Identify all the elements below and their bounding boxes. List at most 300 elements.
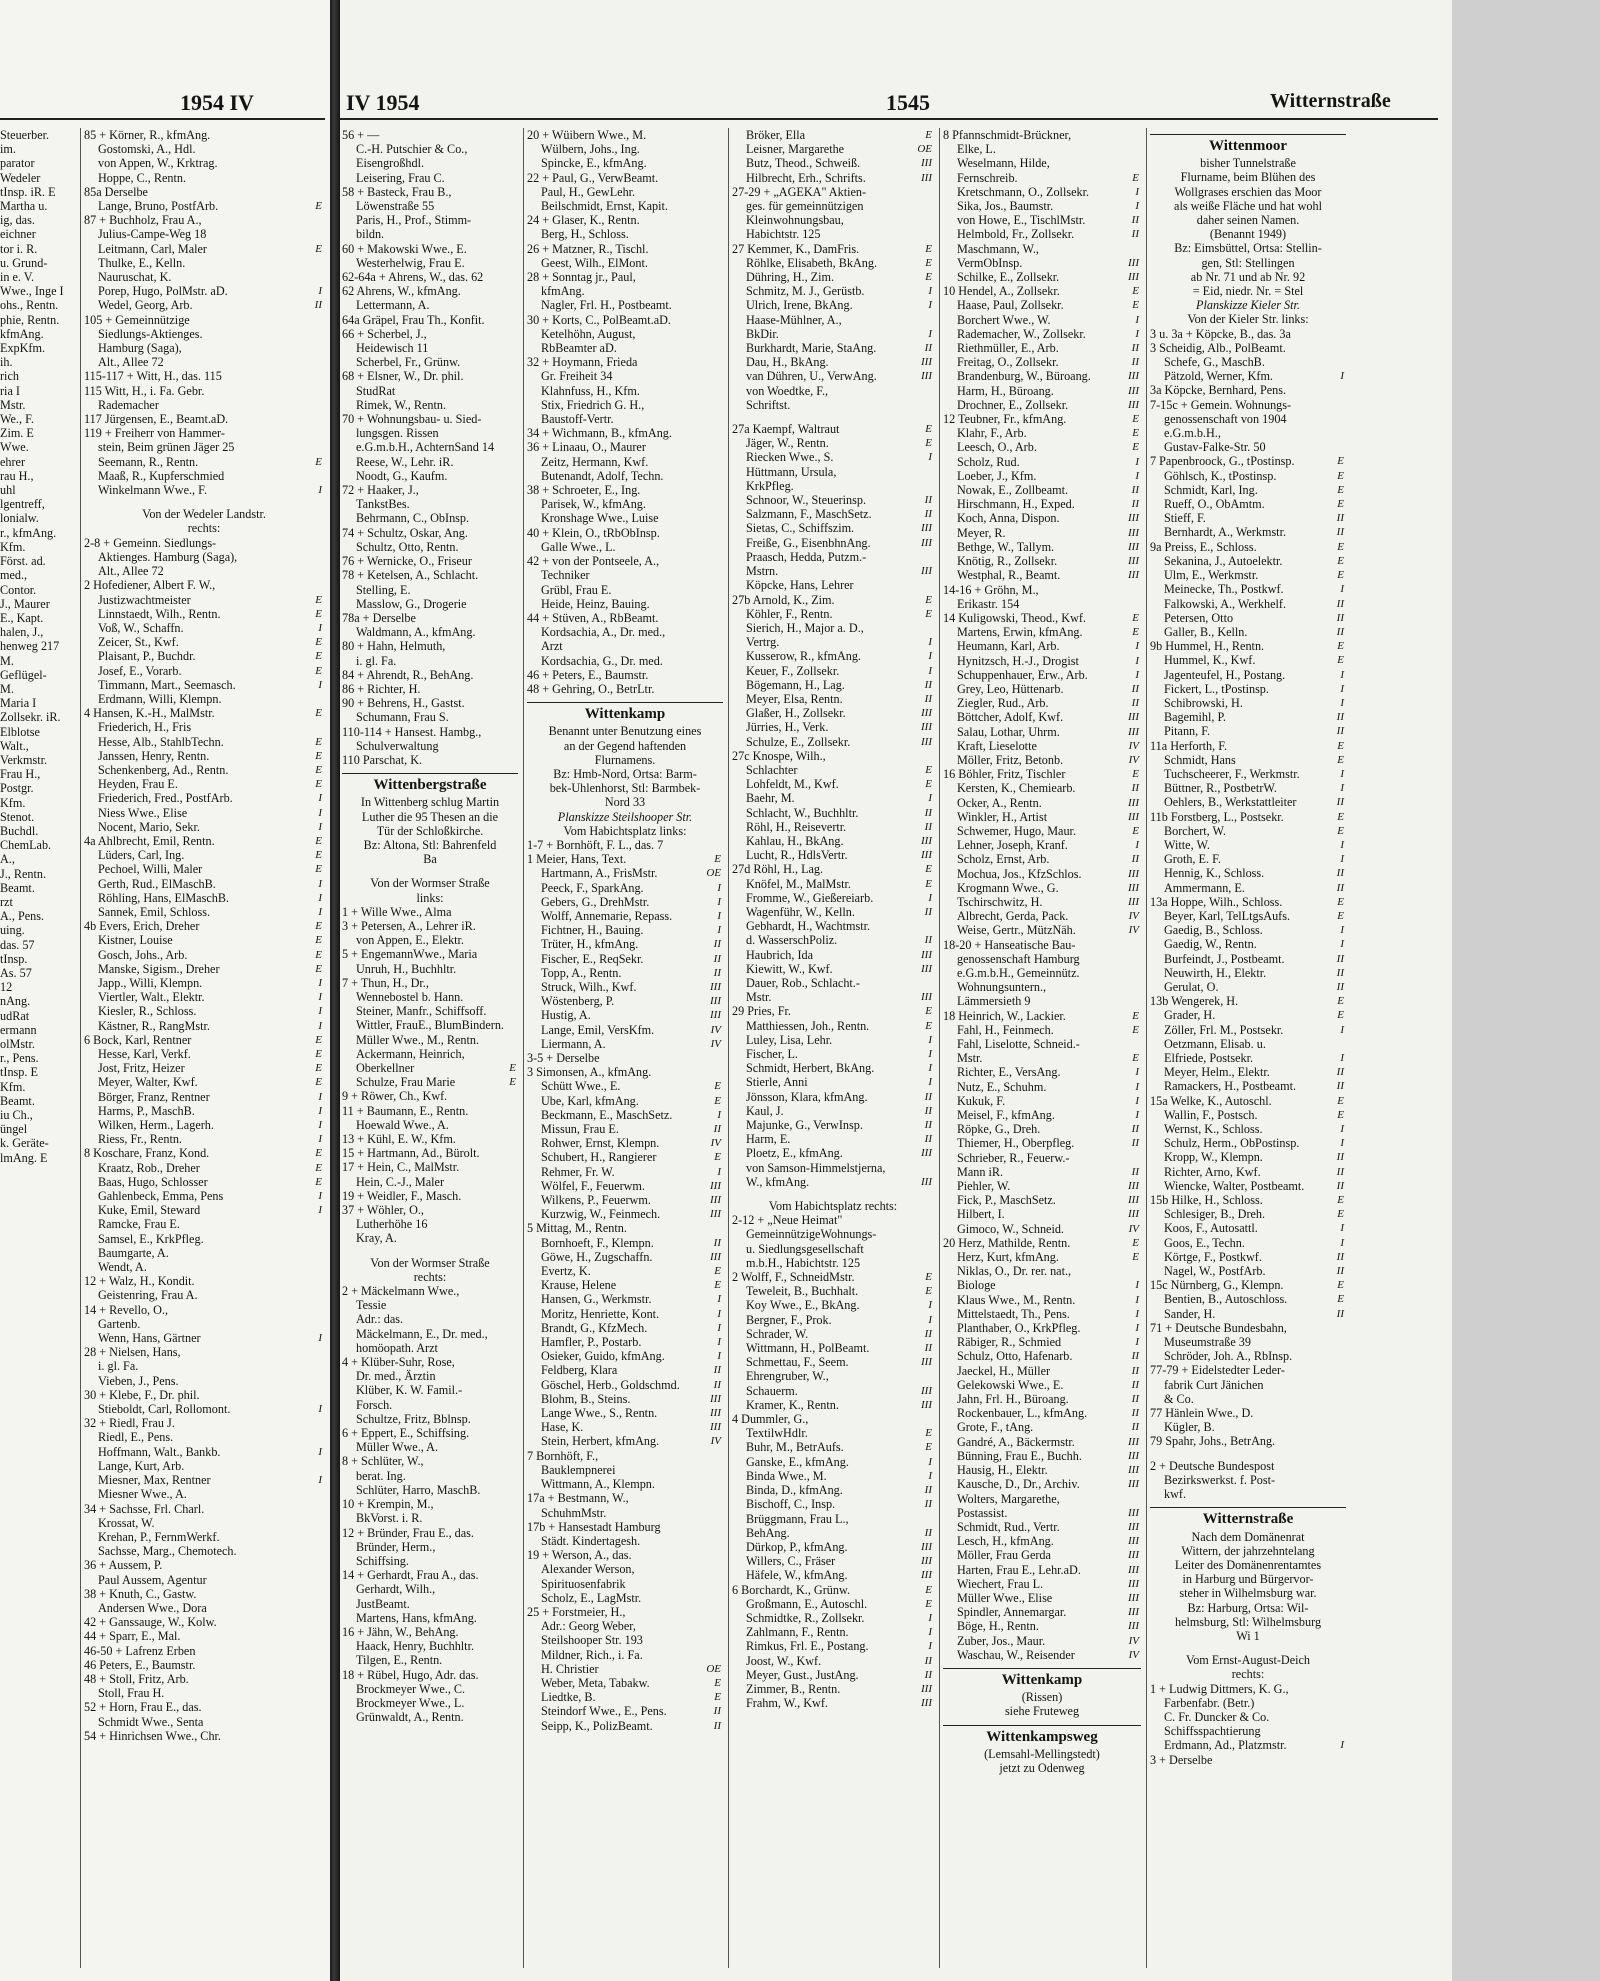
- floor-marker: I: [928, 1469, 932, 1482]
- resident-entry: [1150, 511, 1346, 525]
- column-divider: [523, 128, 524, 1968]
- house-entry: [527, 213, 723, 227]
- note-text: Von der Wormser Straße: [370, 1255, 490, 1270]
- house-entry: [1150, 1193, 1346, 1207]
- entry-text: Gosch, Johs., Arb.: [98, 947, 188, 962]
- floor-marker: II: [924, 508, 932, 521]
- house-entry: [84, 1388, 324, 1402]
- entry-text: Helmbold, Fr., Zollsekr.: [957, 227, 1075, 242]
- floor-marker: III: [1128, 1620, 1139, 1633]
- note-line: [1150, 270, 1346, 284]
- entry-text: Büttner, R., PostbetrW.: [1164, 781, 1277, 796]
- house-entry: [84, 1729, 324, 1743]
- house-entry: [0, 1065, 78, 1079]
- entry-text: Kiewitt, W., Kwf.: [746, 961, 833, 976]
- resident-entry: [943, 1463, 1141, 1477]
- entry-text: 8 Koschare, Franz, Kond.: [84, 1146, 210, 1161]
- resident-entry: [527, 1506, 723, 1520]
- resident-entry: [342, 1217, 518, 1231]
- resident-entry: [342, 511, 518, 525]
- entry-text: Haase-Mühlner, A.,: [746, 312, 842, 327]
- entry-text: berat. Ing.: [356, 1468, 406, 1483]
- resident-entry: [1150, 696, 1346, 710]
- floor-marker: I: [318, 877, 322, 890]
- entry-text: Mildner, Rich., i. Fa.: [541, 1647, 643, 1662]
- entry-text: Burfeindt, J., Postbeamt.: [1164, 951, 1285, 966]
- resident-entry: [527, 1690, 723, 1704]
- spacer: [732, 412, 934, 422]
- resident-entry: [943, 909, 1141, 923]
- resident-entry: [1150, 1724, 1346, 1738]
- entry-text: Matthiessen, Joh., Rentn.: [746, 1018, 870, 1033]
- entry-text: 14 + Revello, O.,: [84, 1302, 169, 1317]
- resident-entry: [1150, 838, 1346, 852]
- resident-entry: [527, 909, 723, 923]
- floor-marker: E: [1337, 569, 1344, 582]
- resident-entry: [732, 777, 934, 791]
- resident-entry: [1150, 1378, 1346, 1392]
- column-divider: [80, 128, 81, 1968]
- entry-text: Freitag, O., Zollsekr.: [957, 355, 1059, 370]
- house-entry: [84, 1502, 324, 1516]
- resident-entry: [1150, 1108, 1346, 1122]
- entry-text: 48 + Gehring, O., BetrLtr.: [527, 681, 655, 696]
- floor-marker: III: [1128, 711, 1139, 724]
- entry-text: i. gl. Fa.: [356, 653, 397, 668]
- floor-marker: E: [315, 664, 322, 677]
- entry-text: Paul Aussem, Agentur: [98, 1572, 207, 1587]
- house-entry: [84, 1672, 324, 1686]
- floor-marker: E: [315, 849, 322, 862]
- entry-text: 13a Hoppe, Wilh., Schloss.: [1150, 894, 1283, 909]
- entry-text: Bauklempnerei: [541, 1462, 616, 1477]
- resident-entry: [1150, 952, 1346, 966]
- entry-text: Fahl, H., Feinmech.: [957, 1022, 1054, 1037]
- entry-text: TextilwHdlr.: [746, 1426, 808, 1441]
- entry-text: 115-117 + Witt, H., das. 115: [84, 369, 222, 384]
- resident-entry: [1150, 625, 1346, 639]
- note-text: bek-Uhlenhorst, Stl: Barmbek-: [549, 781, 701, 796]
- floor-marker: III: [921, 536, 932, 549]
- entry-text: Evertz, K.: [541, 1264, 591, 1279]
- floor-marker: II: [924, 1498, 932, 1511]
- resident-entry: [732, 1227, 934, 1241]
- house-entry: [342, 976, 518, 990]
- entry-text: 68 + Elsner, W., Dr. phil.: [342, 369, 464, 384]
- resident-entry: [84, 327, 324, 341]
- entry-text: Kusserow, R., kfmAng.: [746, 649, 861, 664]
- floor-marker: E: [1132, 299, 1139, 312]
- entry-text: Meyer, Walter, Kwf.: [98, 1075, 198, 1090]
- resident-entry: [732, 1369, 934, 1383]
- floor-marker: III: [921, 707, 932, 720]
- entry-text: Sika, Jos., Baumstr.: [957, 199, 1054, 214]
- floor-marker: III: [1128, 1464, 1139, 1477]
- entry-text: Wiencke, Walter, Postbeamt.: [1164, 1178, 1305, 1193]
- entry-text: 8 + Schlüter, W.,: [342, 1454, 424, 1469]
- entry-text: Dr. med., Ärztin: [356, 1369, 436, 1384]
- entry-text: fabrik Curt Jänichen: [1164, 1377, 1264, 1392]
- entry-text: Groth, E. F.: [1164, 852, 1221, 867]
- house-entry: [0, 213, 78, 227]
- entry-text: 46 + Peters, E., Baumstr.: [527, 667, 649, 682]
- column-5: [943, 128, 1141, 1968]
- spacer: [84, 497, 324, 507]
- note-text: ab Nr. 71 und ab Nr. 92: [1190, 269, 1306, 284]
- resident-entry: [1150, 866, 1346, 880]
- floor-marker: IV: [1128, 1634, 1139, 1647]
- floor-marker: E: [925, 423, 932, 436]
- entry-text: 14 + Gerhardt, Frau A., das.: [342, 1568, 479, 1583]
- house-entry: [84, 426, 324, 440]
- entry-text: Alexander Werson,: [541, 1562, 635, 1577]
- note-text: Luther die 95 Thesen an die: [361, 809, 499, 824]
- floor-marker: III: [1128, 370, 1139, 383]
- floor-marker: III: [710, 1421, 721, 1434]
- note-line: [732, 1199, 934, 1213]
- resident-entry: [732, 1426, 934, 1440]
- entry-text: Forsch.: [356, 1397, 393, 1412]
- floor-marker: I: [928, 650, 932, 663]
- entry-text: 36 + Aussem, P.: [84, 1558, 163, 1573]
- entry-text: 78 + Ketelsen, A., Schlacht.: [342, 568, 479, 583]
- resident-entry: [732, 507, 934, 521]
- note-line: [527, 824, 723, 838]
- entry-text: Meinecke, Th., Postkwf.: [1164, 582, 1284, 597]
- floor-marker: III: [1128, 569, 1139, 582]
- house-entry: [943, 938, 1141, 952]
- resident-entry: [732, 1118, 934, 1132]
- note-text: Benannt unter Benutzung eines: [548, 724, 702, 739]
- entry-text: 14-16 + Gröhn, M.,: [943, 582, 1039, 597]
- resident-entry: [732, 1568, 934, 1582]
- resident-entry: [84, 1288, 324, 1302]
- house-entry: [943, 128, 1141, 142]
- house-entry: [84, 1658, 324, 1672]
- resident-entry: [84, 877, 324, 891]
- house-entry: [1150, 1682, 1346, 1696]
- house-entry: [84, 213, 324, 227]
- resident-entry: [943, 355, 1141, 369]
- house-entry: [943, 284, 1141, 298]
- house-entry: [732, 749, 934, 763]
- resident-entry: [732, 1132, 934, 1146]
- resident-entry: [84, 593, 324, 607]
- resident-entry: [84, 1090, 324, 1104]
- spacer: [1150, 1643, 1346, 1653]
- entry-text: Bernhardt, A., Werkmstr.: [1164, 525, 1287, 540]
- floor-marker: I: [717, 909, 721, 922]
- note-text: Tür der Schloßkirche.: [376, 823, 484, 838]
- house-entry: [0, 185, 78, 199]
- entry-text: e.G.m.b.H.,: [1164, 426, 1221, 441]
- house-entry: [1150, 1406, 1346, 1420]
- resident-entry: [84, 1203, 324, 1217]
- resident-entry: [943, 1648, 1141, 1662]
- entry-text: ges. für gemeinnützigen: [746, 199, 864, 214]
- resident-entry: [1150, 1023, 1346, 1037]
- entry-text: Wwe.: [0, 440, 29, 455]
- resident-entry: [943, 696, 1141, 710]
- resident-entry: [732, 848, 934, 862]
- house-entry: [527, 1520, 723, 1534]
- entry-text: Martens, Erwin, kfmAng.: [957, 625, 1083, 640]
- floor-marker: I: [1340, 1137, 1344, 1150]
- floor-marker: II: [1131, 782, 1139, 795]
- house-entry: [84, 919, 324, 933]
- floor-marker: II: [924, 820, 932, 833]
- entry-text: Hennig, K., Schloss.: [1164, 866, 1265, 881]
- house-entry: [84, 369, 324, 383]
- entry-text: 6 Bock, Karl, Rentner: [84, 1032, 192, 1047]
- note-text: Flurnamens.: [594, 752, 656, 767]
- entry-text: Alt., Allee 72: [98, 355, 164, 370]
- resident-entry: [342, 962, 518, 976]
- resident-entry: [342, 1175, 518, 1189]
- entry-text: Hansen, G., Werkmstr.: [541, 1292, 652, 1307]
- resident-entry: [943, 796, 1141, 810]
- entry-text: C.-H. Putschier & Co.,: [356, 142, 468, 157]
- entry-text: Biologe: [957, 1278, 996, 1293]
- entry-text: Grey, Leo, Hüttenarb.: [957, 681, 1064, 696]
- resident-entry: [84, 1075, 324, 1089]
- floor-marker: II: [713, 1378, 721, 1391]
- entry-text: VermObInsp.: [957, 255, 1023, 270]
- entry-text: von Samson-Himmelstjerna,: [746, 1160, 886, 1175]
- resident-entry: [342, 1412, 518, 1426]
- entry-text: Zim. E: [0, 426, 34, 441]
- resident-entry: [732, 706, 934, 720]
- entry-text: Tessie: [356, 1298, 387, 1313]
- column-3: [527, 128, 723, 1968]
- entry-text: Beckmann, E., MaschSetz.: [541, 1107, 673, 1122]
- entry-text: Sachsse, Marg., Chemotech.: [98, 1544, 237, 1559]
- house-entry: [342, 947, 518, 961]
- floor-marker: I: [318, 285, 322, 298]
- resident-entry: [1150, 1136, 1346, 1150]
- entry-text: Riecken Wwe., S.: [746, 450, 834, 465]
- note-line: [1150, 1530, 1346, 1544]
- resident-entry: [84, 1601, 324, 1615]
- entry-text: Galler, B., Kelln.: [1164, 624, 1248, 639]
- entry-text: Körtge, F., Postkwf.: [1164, 1249, 1262, 1264]
- resident-entry: [943, 1222, 1141, 1236]
- house-entry: [0, 1023, 78, 1037]
- resident-entry: [527, 497, 723, 511]
- floor-marker: E: [315, 607, 322, 620]
- entry-text: Postassist.: [957, 1505, 1008, 1520]
- entry-text: 56 + —: [342, 128, 380, 142]
- entry-text: TankstBes.: [356, 497, 410, 512]
- resident-entry: [732, 1384, 934, 1398]
- entry-text: Gerulat, O.: [1164, 979, 1219, 994]
- floor-marker: II: [1131, 1378, 1139, 1391]
- entry-text: von Howe, E., TischlMstr.: [957, 213, 1086, 228]
- note-text: Nach dem Domänenrat: [1191, 1529, 1305, 1544]
- entry-text: Westphal, R., Beamt.: [957, 568, 1061, 583]
- entry-text: Köpcke, Hans, Lehrer: [746, 578, 854, 593]
- entry-text: Ramackers, H., Postbeamt.: [1164, 1079, 1297, 1094]
- house-entry: [1150, 454, 1346, 468]
- resident-entry: [527, 469, 723, 483]
- entry-text: Stein, Herbert, kfmAng.: [541, 1434, 660, 1449]
- resident-entry: [527, 1420, 723, 1434]
- note-line: [1150, 170, 1346, 184]
- resident-entry: [342, 990, 518, 1004]
- resident-entry: [527, 1434, 723, 1448]
- entry-text: A.,: [0, 852, 15, 867]
- floor-marker: II: [713, 1705, 721, 1718]
- entry-text: 7-15c + Gemein. Wohnungs-: [1150, 397, 1292, 412]
- resident-entry: [732, 1313, 934, 1327]
- entry-text: Mittelstaedt, Th., Pens.: [957, 1306, 1070, 1321]
- entry-text: Göschel, Herb., Goldschmd.: [541, 1377, 680, 1392]
- resident-entry: [84, 635, 324, 649]
- entry-text: Alt., Allee 72: [98, 564, 164, 579]
- resident-entry: [732, 1019, 934, 1033]
- floor-marker: II: [1336, 1151, 1344, 1164]
- house-entry: [0, 966, 78, 980]
- entry-text: Miesner, Max, Rentner: [98, 1473, 211, 1488]
- entry-text: im.: [0, 142, 16, 157]
- house-entry: [732, 1004, 934, 1018]
- entry-text: 78a + Derselbe: [342, 610, 416, 625]
- resident-entry: [943, 1591, 1141, 1605]
- entry-text: 2 + Deutsche Bundespost: [1150, 1458, 1275, 1473]
- house-entry: [527, 171, 723, 185]
- entry-text: Gaedig, B., Schloss.: [1164, 923, 1263, 938]
- resident-entry: [732, 877, 934, 891]
- entry-text: Jürries, H., Verk.: [746, 720, 829, 735]
- entry-text: Schrader, W.: [746, 1326, 809, 1341]
- floor-marker: E: [714, 1279, 721, 1292]
- house-entry: [342, 1104, 518, 1118]
- house-entry: [342, 668, 518, 682]
- house-entry: [527, 1605, 723, 1619]
- resident-entry: [527, 227, 723, 241]
- entry-text: Schütt Wwe., E.: [541, 1079, 621, 1094]
- entry-text: & Co.: [1164, 1391, 1194, 1406]
- floor-marker: III: [921, 1697, 932, 1710]
- floor-marker: I: [1340, 583, 1344, 596]
- street-heading-text: Wittenbergstraße: [373, 777, 487, 794]
- floor-marker: I: [1135, 313, 1139, 326]
- floor-marker: III: [1128, 1180, 1139, 1193]
- note-text: rechts:: [187, 521, 221, 536]
- resident-entry: [84, 284, 324, 298]
- resident-entry: [84, 820, 324, 834]
- entry-text: Seemann, R., Rentn.: [98, 454, 199, 469]
- floor-marker: II: [1131, 1165, 1139, 1178]
- house-entry: [84, 578, 324, 592]
- house-entry: [1150, 383, 1346, 397]
- resident-entry: [732, 763, 934, 777]
- floor-marker: IV: [710, 1023, 721, 1036]
- house-entry: [84, 1644, 324, 1658]
- entry-text: Majunke, G., VerwInsp.: [746, 1118, 863, 1133]
- house-entry: [342, 526, 518, 540]
- entry-text: Wülbern, Johs., Ing.: [541, 142, 640, 157]
- entry-text: 14 Kuligowski, Theod., Kwf.: [943, 610, 1086, 625]
- floor-marker: I: [1340, 1023, 1344, 1036]
- floor-marker: III: [921, 991, 932, 1004]
- resident-entry: [342, 1061, 518, 1075]
- entry-text: Schuppenhauer, Erw., Arb.: [957, 667, 1088, 682]
- house-entry: [0, 824, 78, 838]
- entry-text: kfmAng.: [541, 284, 585, 299]
- house-entry: [1150, 639, 1346, 653]
- entry-text: Justizwachtmeister: [98, 592, 191, 607]
- resident-entry: [527, 1363, 723, 1377]
- floor-marker: IV: [1128, 753, 1139, 766]
- resident-entry: [943, 1563, 1141, 1577]
- entry-text: Hynitzsch, H.-J., Drogist: [957, 653, 1079, 668]
- entry-text: Reese, W., Lehr. iR.: [356, 454, 454, 469]
- floor-marker: III: [1128, 881, 1139, 894]
- floor-marker: II: [713, 1236, 721, 1249]
- entry-text: uing.: [0, 923, 25, 938]
- resident-entry: [527, 369, 723, 383]
- entry-text: Teweleit, B., Buchhalt.: [746, 1284, 859, 1299]
- note-line: [1150, 241, 1346, 255]
- floor-marker: I: [1135, 1322, 1139, 1335]
- house-entry: [342, 725, 518, 739]
- entry-text: Piehler, W.: [957, 1179, 1011, 1194]
- resident-entry: [1150, 1079, 1346, 1093]
- entry-text: Feldberg, Klara: [541, 1363, 618, 1378]
- floor-marker: E: [315, 962, 322, 975]
- floor-marker: E: [925, 271, 932, 284]
- resident-entry: [527, 455, 723, 469]
- spacer: [732, 1189, 934, 1199]
- entry-text: kwf.: [1164, 1487, 1187, 1502]
- entry-text: ih.: [0, 355, 13, 370]
- floor-marker: II: [1336, 512, 1344, 525]
- resident-entry: [84, 948, 324, 962]
- resident-entry: [527, 1534, 723, 1548]
- resident-entry: [1150, 909, 1346, 923]
- entry-text: Hase, K.: [541, 1420, 584, 1435]
- entry-text: Wernst, K., Schloss.: [1164, 1122, 1263, 1137]
- entry-text: Viertler, Walt., Elektr.: [98, 990, 205, 1005]
- resident-entry: [732, 398, 934, 412]
- entry-text: Petersen, Otto: [1164, 610, 1234, 625]
- floor-marker: I: [928, 1048, 932, 1060]
- entry-text: 44 + Sparr, E., Mal.: [84, 1629, 181, 1644]
- entry-text: Harm, H., Büroang.: [957, 383, 1054, 398]
- house-entry: [342, 284, 518, 298]
- entry-text: Schulze, E., Zollsekr.: [746, 734, 851, 749]
- floor-marker: I: [318, 1104, 322, 1117]
- resident-entry: [1150, 923, 1346, 937]
- floor-marker: E: [1337, 540, 1344, 553]
- resident-entry: [943, 497, 1141, 511]
- floor-marker: III: [1128, 1435, 1139, 1448]
- note-text: jetzt zu Odenweg: [999, 1760, 1085, 1775]
- entry-text: Bornhoeft, F., Klempn.: [541, 1235, 654, 1250]
- entry-text: Räbiger, R., Schmied: [957, 1335, 1062, 1350]
- floor-marker: III: [1128, 1506, 1139, 1519]
- floor-marker: E: [315, 863, 322, 876]
- entry-text: uhl: [0, 483, 16, 498]
- entry-text: 4 + Klüber-Suhr, Rose,: [342, 1355, 455, 1370]
- floor-marker: II: [1336, 1066, 1344, 1079]
- entry-text: Paris, H., Prof., Stimm-: [356, 213, 472, 228]
- entry-text: Lesch, H., kfmAng.: [957, 1534, 1054, 1549]
- resident-entry: [943, 142, 1141, 156]
- floor-marker: II: [713, 966, 721, 979]
- entry-text: Kray, A.: [356, 1231, 397, 1246]
